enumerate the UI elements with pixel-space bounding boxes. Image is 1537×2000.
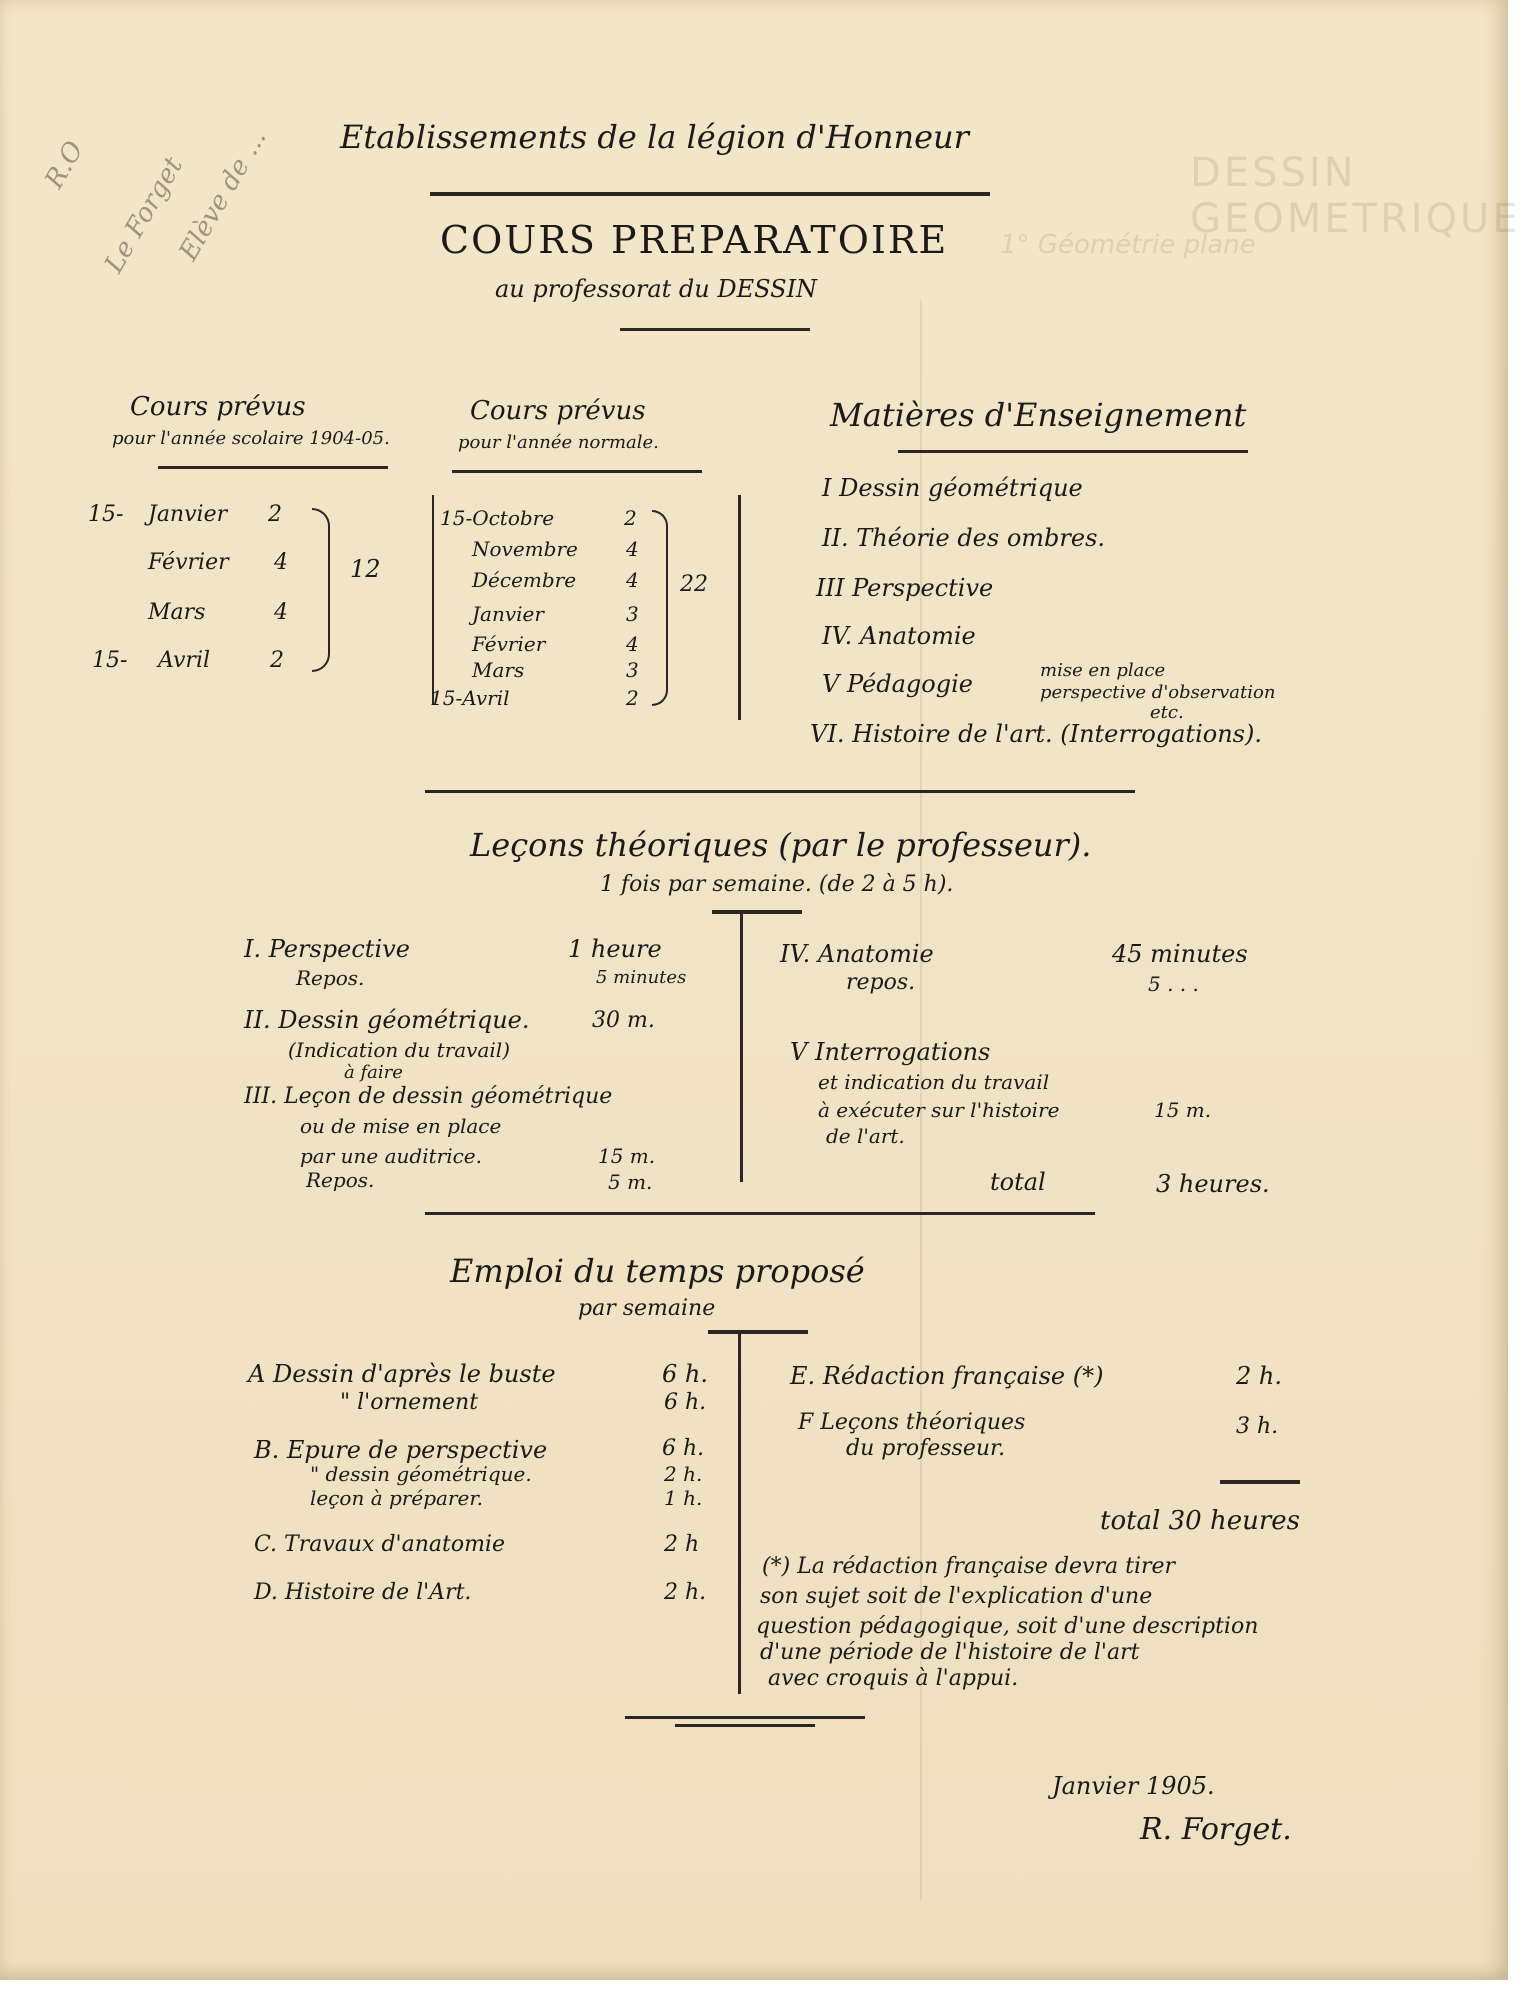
list-item: repos.	[846, 970, 916, 995]
page-subtitle: au professorat du DESSIN	[495, 275, 818, 303]
list-item-month: 15-Avril	[430, 686, 510, 710]
list-item: Repos.	[306, 1168, 375, 1192]
list-item: par une auditrice.	[300, 1144, 482, 1168]
normal-schedule-total: 22	[680, 572, 708, 597]
list-item-month: Novembre	[472, 537, 578, 561]
list-item-month: Février	[148, 550, 229, 575]
list-item-time: 5 . . .	[1148, 972, 1199, 996]
list-item-count: 4	[626, 632, 639, 656]
list-item-count: 3	[626, 658, 639, 682]
list-item: IV. Anatomie	[780, 940, 934, 968]
school-schedule-rule	[158, 466, 388, 469]
list-item-count: 2	[626, 686, 639, 710]
list-item: (Indication du travail)	[288, 1038, 511, 1062]
signature-name: R. Forget.	[1140, 1812, 1292, 1847]
list-item-count: 2	[270, 648, 284, 673]
list-item-prefix: 15-	[92, 648, 128, 673]
list-item-count: 4	[626, 568, 639, 592]
normal-schedule-rule	[452, 470, 702, 473]
timetable-rule	[708, 1330, 808, 1334]
list-item-time: 6 h.	[662, 1436, 705, 1461]
list-item-count: 3	[626, 602, 639, 626]
list-item-time: 1 h.	[664, 1486, 703, 1510]
lessons-total-label: total	[990, 1168, 1046, 1196]
list-item: à faire	[344, 1062, 403, 1083]
list-item: et indication du travail	[818, 1070, 1050, 1094]
list-item: C. Travaux d'anatomie	[254, 1532, 505, 1557]
list-item: III. Leçon de dessin géométrique	[244, 1084, 613, 1109]
footnote-line: question pédagogique, soit d'une description	[756, 1614, 1259, 1639]
list-item: du professeur.	[846, 1436, 1006, 1461]
total-rule	[1220, 1480, 1300, 1484]
subtitle-rule	[620, 328, 810, 331]
lessons-heading: Leçons théoriques (par le professeur).	[470, 826, 1092, 864]
list-item: Repos.	[296, 966, 365, 990]
list-item-time: 2 h.	[664, 1580, 707, 1605]
pencil-annotation: Elève de ...	[173, 124, 273, 266]
list-item: II. Théorie des ombres.	[822, 524, 1106, 552]
list-item: IV. Anatomie	[822, 622, 976, 650]
list-item-month: Janvier	[472, 602, 544, 626]
list-item-count: 4	[626, 537, 639, 561]
list-item-month: Avril	[158, 648, 211, 673]
footnote-line: avec croquis à l'appui.	[768, 1666, 1019, 1691]
list-item: " l'ornement	[340, 1390, 479, 1415]
list-item-month: 15-Octobre	[440, 506, 555, 530]
lessons-subheading: 1 fois par semaine. (de 2 à 5 h).	[600, 872, 954, 897]
column-divider	[432, 495, 434, 705]
list-item-prefix: 15-	[88, 502, 124, 527]
school-schedule-subheading: pour l'année scolaire 1904-05.	[112, 428, 390, 449]
list-item: A Dessin d'après le buste	[248, 1360, 556, 1388]
signature-date: Janvier 1905.	[1052, 1772, 1215, 1800]
list-item-time: 45 minutes	[1112, 940, 1248, 968]
school-schedule-heading: Cours prévus	[130, 392, 306, 422]
timetable-subheading: par semaine	[578, 1296, 716, 1321]
show-through-text: DESSIN GEOMETRIQUE 1° Géométrie plane	[0, 0, 1500, 1980]
section-rule	[425, 790, 1135, 793]
footnote-line: son sujet soit de l'explication d'une	[760, 1584, 1153, 1609]
list-item: V Interrogations	[790, 1038, 991, 1066]
list-item-count: 4	[274, 550, 288, 575]
list-item: I. Perspective	[244, 935, 410, 963]
list-item-time: 15 m.	[1154, 1098, 1212, 1122]
column-divider	[738, 495, 741, 720]
list-item-month: Mars	[472, 658, 525, 682]
section-rule	[425, 1212, 1095, 1215]
timetable-total: total 30 heures	[1100, 1506, 1301, 1536]
list-item: ou de mise en place	[300, 1114, 502, 1138]
normal-schedule-heading: Cours prévus	[470, 396, 646, 426]
list-item: D. Histoire de l'Art.	[254, 1580, 472, 1605]
pencil-annotation: R.O	[39, 136, 90, 194]
column-divider	[740, 912, 743, 1182]
list-item: III Perspective	[816, 574, 994, 602]
list-item-month: Janvier	[148, 502, 228, 527]
list-item: à exécuter sur l'histoire	[818, 1098, 1060, 1122]
list-item-month: Février	[472, 632, 546, 656]
list-item: II. Dessin géométrique.	[244, 1006, 530, 1034]
subjects-rule	[898, 450, 1248, 453]
list-item: de l'art.	[826, 1124, 905, 1148]
list-item-count: 2	[268, 502, 282, 527]
column-divider	[738, 1334, 741, 1694]
page-title: COURS PREPARATOIRE	[440, 218, 949, 262]
school-schedule-total: 12	[350, 555, 381, 583]
list-item-time: 6 h.	[664, 1390, 707, 1415]
lessons-total-value: 3 heures.	[1156, 1170, 1270, 1198]
establishment-heading: Etablissements de la légion d'Honneur	[340, 118, 969, 156]
list-item: " dessin géométrique.	[310, 1462, 532, 1486]
pencil-annotation: Le Forget	[99, 152, 190, 278]
list-item: leçon à préparer.	[310, 1486, 484, 1510]
list-item-time: 2 h.	[1236, 1362, 1282, 1390]
pedagogy-note: perspective d'observation	[1040, 682, 1276, 703]
list-item-month: Décembre	[472, 568, 577, 592]
pedagogy-note: etc.	[1150, 702, 1184, 723]
list-item: B. Epure de perspective	[254, 1436, 548, 1464]
footnote-line: (*) La rédaction française devra tirer	[762, 1554, 1176, 1579]
closing-rule	[675, 1724, 815, 1727]
list-item-month: Mars	[148, 600, 206, 625]
footnote-line: d'une période de l'histoire de l'art	[760, 1640, 1140, 1665]
list-item-time: 30 m.	[592, 1008, 655, 1033]
normal-schedule-subheading: pour l'année normale.	[458, 432, 659, 453]
timetable-heading: Emploi du temps proposé	[450, 1252, 865, 1290]
list-item-time: 2 h.	[664, 1462, 703, 1486]
pedagogy-note: mise en place	[1040, 660, 1166, 681]
list-item-time: 6 h.	[662, 1360, 708, 1388]
list-item-count: 2	[624, 506, 637, 530]
list-item-time: 5 minutes	[596, 967, 687, 988]
list-item: V Pédagogie	[822, 670, 973, 698]
closing-rule	[625, 1716, 865, 1719]
brace	[312, 508, 330, 672]
list-item: VI. Histoire de l'art. (Interrogations).	[810, 720, 1262, 748]
lessons-rule	[712, 910, 802, 914]
list-item: I Dessin géométrique	[822, 474, 1083, 502]
brace	[652, 510, 668, 706]
list-item: E. Rédaction française (*)	[790, 1362, 1104, 1390]
list-item-time: 2 h	[664, 1532, 700, 1557]
list-item-time: 1 heure	[568, 935, 662, 963]
subjects-heading: Matières d'Enseignement	[830, 396, 1247, 434]
list-item: F Leçons théoriques	[798, 1410, 1026, 1435]
list-item-time: 15 m.	[598, 1144, 656, 1168]
list-item-count: 4	[274, 600, 288, 625]
list-item-time: 3 h.	[1236, 1414, 1279, 1439]
header-rule	[430, 192, 990, 196]
list-item-time: 5 m.	[608, 1170, 653, 1194]
